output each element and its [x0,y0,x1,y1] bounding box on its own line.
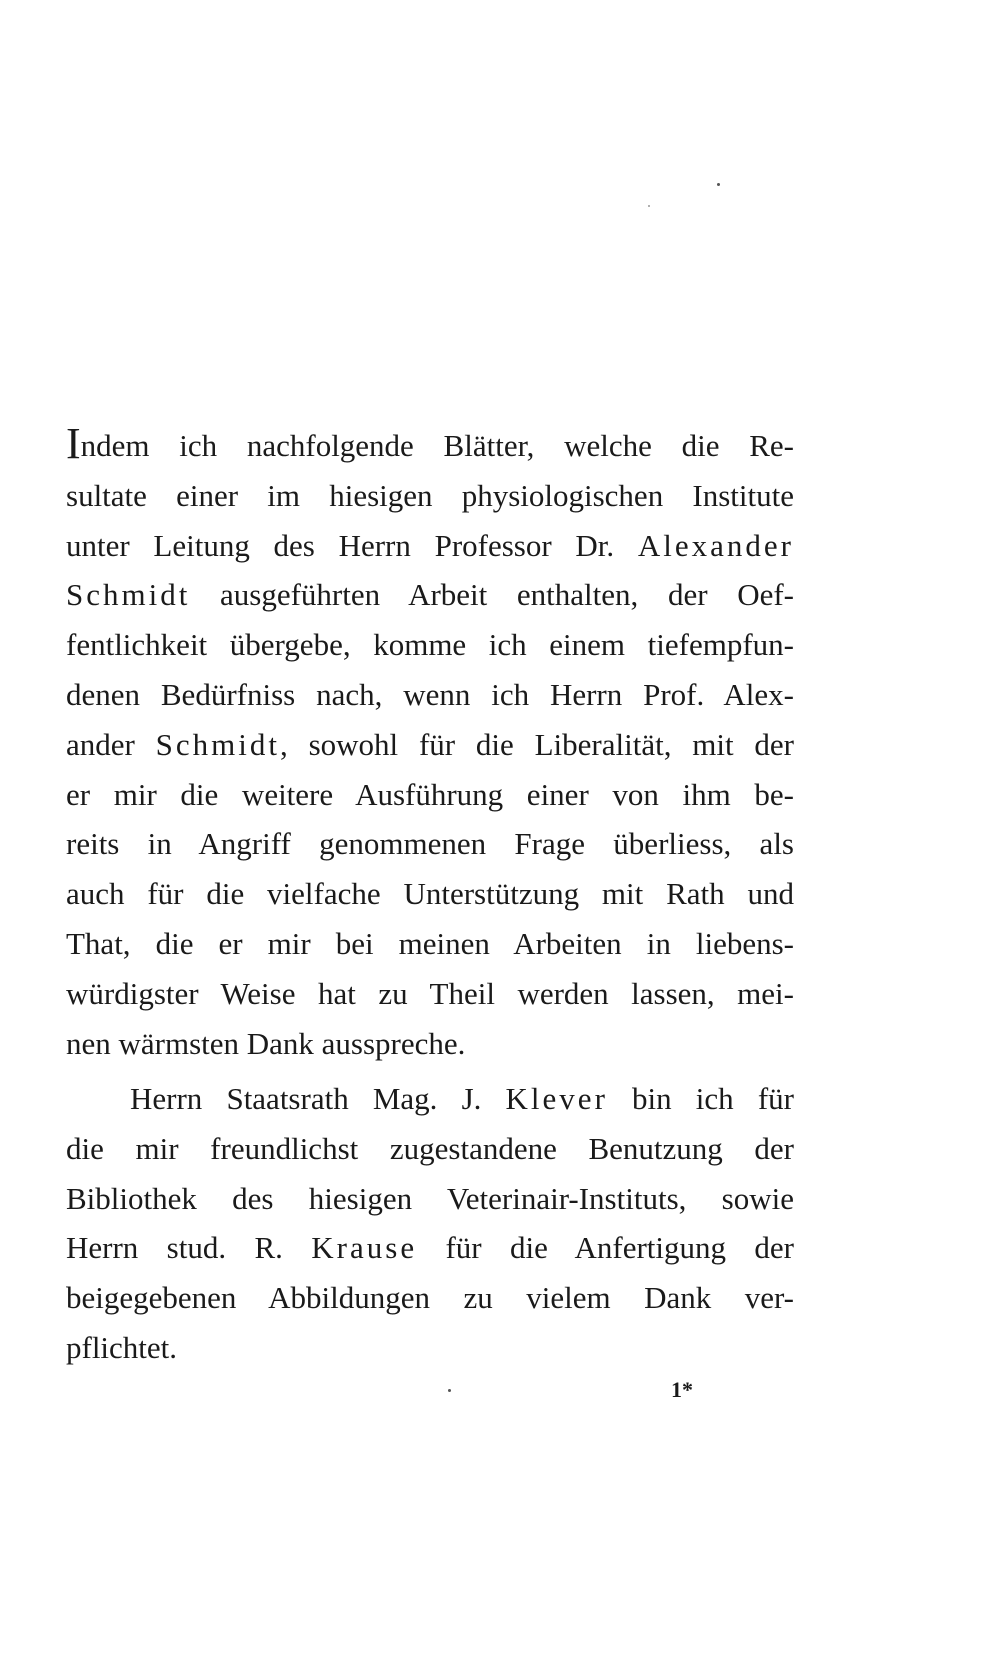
drop-capital: I [66,419,81,468]
text-line [66,1323,794,1373]
print-speck [717,183,720,186]
spaced-name: Schmidt [155,726,281,762]
text-line [66,1124,794,1174]
spaced-name: Krause [311,1230,418,1266]
text-segment: bin ich für [607,1081,794,1116]
print-speck [648,205,650,207]
text-line [66,770,794,820]
text-line [66,620,794,670]
text-segment: für die Anfertigung der [417,1230,794,1266]
preface-paragraph-2 [66,1074,794,1373]
preface-paragraph-1 [66,421,794,1068]
print-speck [448,1389,451,1392]
text-line [66,421,794,471]
text-line [66,570,794,620]
text-segment: pflichtet. [66,1329,178,1365]
text-line [66,1019,794,1069]
text-segment: nen wärmsten Dank ausspreche. [66,1025,466,1061]
text-line [66,969,794,1019]
text-segment: unter Leitung des Herrn Professor Dr. [66,527,638,563]
text-segment: ndem ich nachfolgende Blätter, welche die Re- [80,428,794,463]
text-line [66,1074,794,1124]
text-segment: er mir die weitere Ausführung einer von ihm be- [66,776,794,812]
text-segment: würdigster Weise hat zu Theil werden lassen, mei- [66,975,794,1011]
text-segment: ander [66,726,156,762]
signature-mark: 1* [671,1377,693,1402]
text-segment: die mir freundlichst zugestandene Benutzung der [66,1130,794,1166]
spaced-name: Alexander [637,527,794,563]
text-segment: , sowohl für die Liberalität, mit der [280,726,795,762]
text-segment: ausgeführten Arbeit enthalten, der Oef- [190,577,794,613]
text-segment: That, die er mir bei meinen Arbeiten in liebens- [66,925,794,961]
text-line [66,670,794,720]
text-segment: Herrn Staatsrath Mag. J. [130,1081,506,1116]
text-segment: beigegebenen Abbildungen zu vielem Dank ver- [66,1280,794,1316]
spaced-name: Klever [505,1081,608,1116]
text-segment: auch für die vielfache Unterstützung mit Rath und [66,876,794,912]
text-line [66,720,794,770]
text-segment: Bibliothek des hiesigen Veterinair-Instituts, sowie [66,1180,794,1216]
text-line [66,919,794,969]
text-line [66,819,794,869]
text-line [66,471,794,521]
text-segment: fentlichkeit übergebe, komme ich einem tiefempfun- [66,627,794,663]
text-line [66,869,794,919]
text-segment: denen Bedürfniss nach, wenn ich Herrn Prof. Alex- [66,676,794,712]
text-segment: reits in Angriff genommenen Frage überliess, als [66,826,794,862]
spaced-name: Schmidt [66,577,191,613]
text-line [66,521,794,571]
text-segment: sultate einer im hiesigen physiologischen Institute [66,477,794,513]
text-segment: Herrn stud. R. [66,1230,312,1266]
text-line [66,1273,794,1323]
text-line [66,1174,794,1224]
text-line [66,1223,794,1273]
